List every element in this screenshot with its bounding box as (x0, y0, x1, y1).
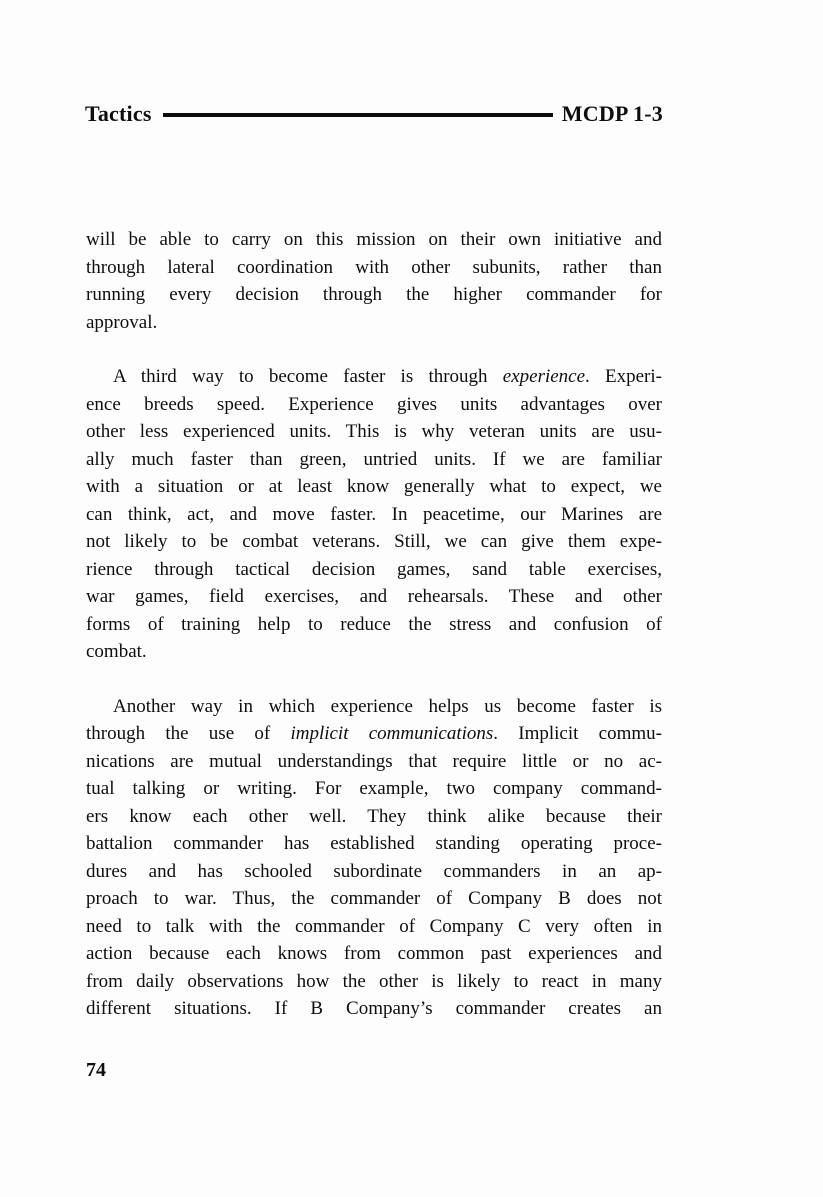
paragraph (86, 226, 662, 336)
header-doc-id: MCDP 1-3 (561, 101, 663, 126)
text-line: other less experienced units. This is why veteran units are usu- (86, 421, 662, 442)
text-line: will be able to carry on this mission on their own initiative and (86, 229, 662, 250)
text-line: running every decision through the higher commander for (86, 284, 662, 305)
header-title: Tactics (85, 101, 152, 126)
text-line: Another way in which experience helps us become faster is (113, 695, 662, 717)
paragraph (86, 693, 662, 1023)
text-line: from daily observations how the other is likely to react in many (86, 970, 662, 992)
text-line: through lateral coordination with other subunits, rather than (86, 256, 662, 278)
text-line: need to talk with the commander of Company C very often in (86, 915, 662, 937)
page-number: 74 (86, 1059, 106, 1081)
text-line: combat. (86, 641, 147, 662)
text-line: tual talking or writing. For example, two company command- (86, 778, 662, 799)
paragraph (86, 363, 662, 666)
text-line: war games, field exercises, and rehearsals. These and other (86, 586, 662, 607)
text-line: rience through tactical decision games, sand table exercises, (86, 558, 662, 580)
text-line: nications are mutual understandings that require little or no ac- (86, 750, 662, 772)
text-line: battalion commander has established standing operating proce- (86, 833, 662, 854)
text-line: ence breeds speed. Experience gives units advantages over (86, 393, 662, 415)
page-header (85, 101, 663, 127)
text-line: ally much faster than green, untried units. If we are familiar (86, 448, 662, 470)
text-line: dures and has schooled subordinate commanders in an ap- (86, 860, 662, 882)
text-line: action because each knows from common past experiences and (86, 943, 662, 964)
text-line: A third way to become faster is through experience. Experi- (113, 366, 662, 387)
text-line: with a situation or at least know generally what to expect, we (86, 476, 662, 497)
text-line: proach to war. Thus, the commander of Company B does not (86, 888, 662, 909)
text-line: different situations. If B Company’s commander creates an (86, 998, 662, 1019)
body-text (86, 226, 662, 1023)
text-line: through the use of implicit communications. Implicit commu- (86, 723, 662, 744)
text-line: not likely to be combat veterans. Still, we can give them expe- (86, 531, 662, 552)
text-line: forms of training help to reduce the stress and confusion of (86, 613, 662, 635)
text-line: can think, act, and move faster. In peacetime, our Marines are (86, 503, 662, 525)
text-line: ers know each other well. They think alike because their (86, 805, 662, 827)
text-line: approval. (86, 311, 158, 333)
header-rule (163, 113, 553, 117)
